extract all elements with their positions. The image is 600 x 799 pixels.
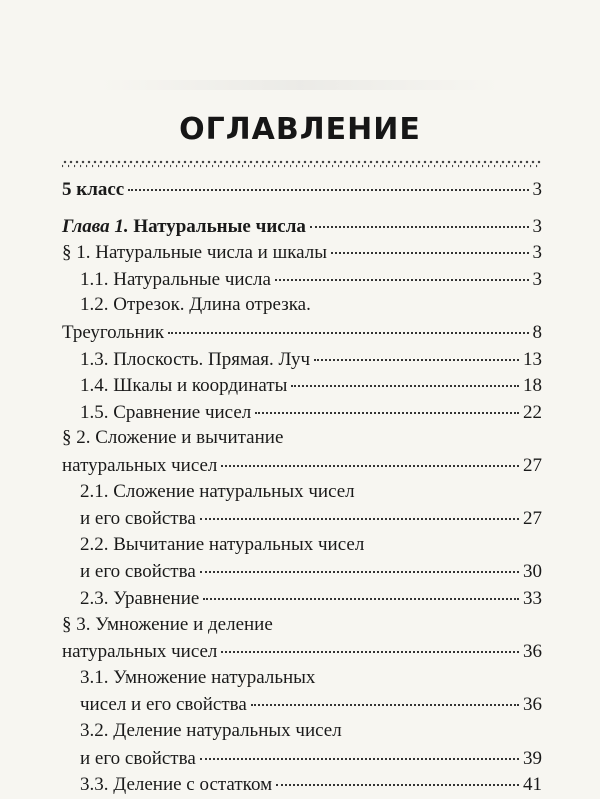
toc-entry (62, 691, 542, 718)
toc-entry-title: натуральных чисел (62, 641, 218, 663)
toc-page-number: 3 (532, 268, 542, 290)
dot-leader (200, 501, 519, 520)
toc-page-number: 3 (532, 179, 542, 201)
toc-page-number: 41 (523, 774, 542, 796)
toc-entry-title: и его свойства (80, 508, 196, 530)
toc-entry-title: и его свойства (80, 747, 196, 769)
toc-entry-title: § 3. Умножение и деление (62, 613, 273, 635)
toc-entry-title: 5 класс (62, 179, 125, 201)
dot-leader (128, 172, 528, 191)
toc-entry (62, 399, 542, 426)
dot-leader (200, 554, 519, 573)
toc-entry-title: 1.5. Сравнение чисел (80, 401, 252, 423)
toc-entry-title: 2.2. Вычитание натуральных чисел (80, 533, 365, 555)
toc-page-number: 36 (523, 694, 542, 716)
toc-entry-title: 3.1. Умножение натуральных (80, 666, 316, 688)
ornament-divider (62, 160, 542, 168)
dot-leader (251, 687, 519, 706)
toc-page-number: 27 (523, 455, 542, 477)
dot-leader (221, 634, 519, 653)
toc-entry-title: 2.1. Сложение натуральных чисел (80, 480, 355, 502)
toc-entry-title: 3.3. Деление с остатком (80, 774, 273, 796)
toc-page-number: 3 (532, 242, 542, 264)
toc-entry (62, 505, 542, 532)
toc-entry (62, 585, 542, 612)
dot-leader (255, 395, 519, 414)
toc-page-number: 36 (523, 641, 542, 663)
toc-page-number: 8 (532, 322, 542, 344)
dot-leader (291, 368, 519, 387)
toc-entry-title: чисел и его свойства (80, 694, 247, 716)
table-of-contents (62, 176, 542, 798)
toc-entry-title: 1.2. Отрезок. Длина отрезка. (80, 294, 311, 316)
toc-entry (62, 638, 542, 665)
toc-page-number: 27 (523, 508, 542, 530)
dot-leader (221, 448, 519, 467)
toc-entry-title: 2.3. Уравнение (80, 588, 200, 609)
toc-entry-title: натуральных чисел (62, 455, 218, 477)
toc-page-number: 13 (523, 348, 542, 370)
toc-entry-title: Треугольник (62, 322, 165, 344)
toc-entry (62, 452, 542, 479)
toc-entry-title (62, 214, 306, 241)
toc-entry-title: § 1. Натуральные числа и шкалы (62, 242, 327, 264)
dot-leader (203, 581, 519, 600)
page-title: ОГЛАВЛЕНИЕ (179, 112, 421, 147)
toc-entry-title: § 2. Сложение и вычитание (62, 427, 284, 449)
toc-page-number: 18 (523, 375, 542, 397)
toc-entry-title: и его свойства (80, 561, 196, 583)
dot-leader (331, 235, 529, 254)
toc-page-number: 30 (523, 561, 542, 583)
dot-leader (168, 315, 528, 334)
dot-leader (200, 740, 519, 759)
toc-page-number: 33 (523, 588, 542, 609)
dot-leader (310, 209, 529, 228)
toc-entry-title: 1.3. Плоскость. Прямая. Луч (80, 348, 310, 370)
dot-leader (314, 342, 519, 361)
dot-leader (276, 767, 519, 786)
toc-entry (62, 266, 542, 293)
chapter-label: Глава 1. (62, 215, 129, 237)
toc-page-number: 3 (532, 215, 542, 237)
dot-leader (275, 262, 529, 281)
toc-page-number: 39 (523, 747, 542, 769)
toc-entry-title: 3.2. Деление натуральных чисел (80, 719, 342, 741)
chapter-title: Натуральные числа (128, 215, 306, 237)
toc-entry (62, 176, 542, 203)
toc-page-number: 22 (523, 401, 542, 423)
bleed-through (100, 80, 500, 90)
toc-entry-title: 1.4. Шкалы и координаты (80, 375, 288, 397)
toc-entry-title: 1.1. Натуральные числа (80, 268, 271, 290)
toc-entry (62, 771, 542, 798)
